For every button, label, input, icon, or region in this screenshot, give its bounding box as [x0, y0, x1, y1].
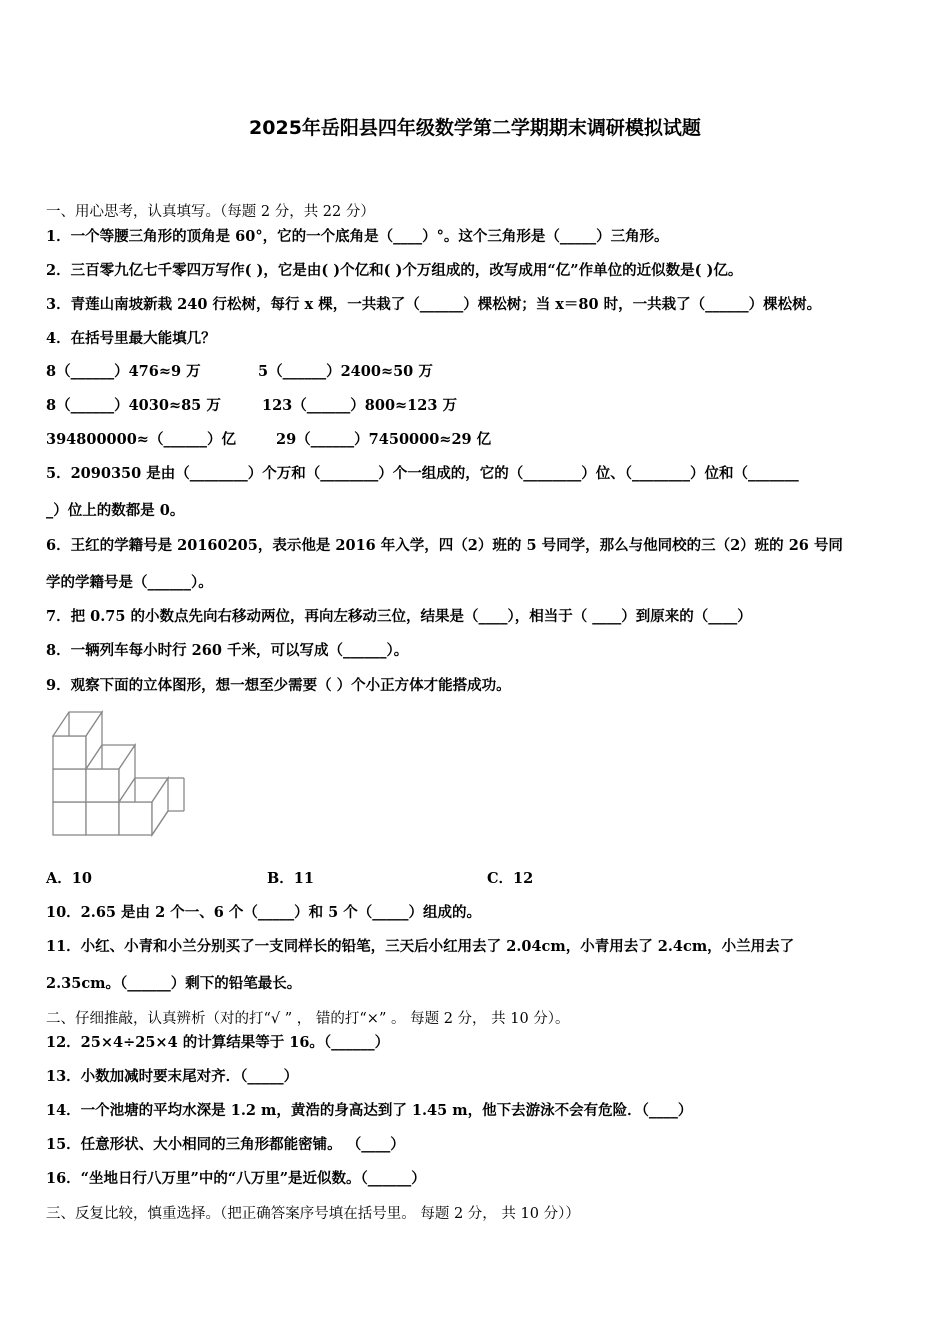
- question-5-continued: _）位上的数都是 0。: [46, 502, 185, 519]
- section-3-heading: 三、反复比较，慎重选择。（把正确答案序号填在括号里。 每题 2 分， 共 10 分））: [46, 1206, 580, 1222]
- option-c: C．12: [487, 870, 534, 887]
- option-a: A．10: [46, 870, 92, 887]
- question-14: 14．一个池塘的平均水深是 1.2 m，黄浩的身高达到了 1.45 m，他下去游泳不会有危险．（____）: [46, 1102, 693, 1119]
- question-15: 15．任意形状、大小相同的三角形都能密铺。 （____）: [46, 1136, 405, 1153]
- question-9: 9．观察下面的立体图形，想一想至少需要（ ）个小正方体才能搭成功。: [46, 677, 511, 694]
- section-2-heading: 二、仔细推敲，认真辨析（对的打“√ ” ， 错的打“×” 。 每题 2 分， 共 10 分）。: [46, 1011, 570, 1027]
- question-13: 13．小数加减时要末尾对齐．（_____）: [46, 1068, 299, 1085]
- question-4-item: 123（______）800≈123 万: [262, 397, 457, 414]
- question-4-item: 5（______）2400≈50 万: [258, 363, 433, 380]
- question-7: 7．把 0.75 的小数点先向右移动两位，再向左移动三位，结果是（____），相当于（ ____）到原来的（____）: [46, 608, 752, 625]
- question-6-continued: 学的学籍号是（______）。: [46, 574, 213, 591]
- question-4-item: 29（______）7450000≈29 亿: [276, 431, 492, 448]
- question-4-item: 8（______）4030≈85 万: [46, 397, 221, 414]
- question-2: 2．三百零九亿七千零四万写作( )，它是由( )个亿和( )个万组成的，改写成用“亿”作单位的近似数是( )亿。: [46, 262, 743, 279]
- question-4-item: 8（______）476≈9 万: [46, 363, 201, 380]
- question-3: 3．青莲山南坡新栽 240 行松树，每行 x 棵，一共栽了（______）棵松树；当 x＝80 时，一共栽了（______）棵松树。: [46, 296, 822, 313]
- page-title: 2025年岳阳县四年级数学第二学期期末调研模拟试题: [249, 117, 701, 139]
- option-b: B．11: [267, 870, 314, 887]
- section-1-heading: 一、用心思考，认真填写。（每题 2 分，共 22 分）: [46, 204, 375, 220]
- question-6: 6．王红的学籍号是 20160205，表示他是 2016 年入学，四（2）班的 5 号同学，那么与他同校的三（2）班的 26 号同: [46, 537, 843, 554]
- question-11-continued: 2.35cm。（______）剩下的铅笔最长。: [46, 975, 302, 992]
- question-8: 8．一辆列车每小时行 260 千米，可以写成（______）。: [46, 642, 409, 659]
- question-10: 10．2.65 是由 2 个一、6 个（_____）和 5 个（_____）组成的。: [46, 904, 482, 921]
- question-5: 5．2090350 是由（________）个万和（________）个一组成的，它的（________）位、（________）位和（_______: [46, 465, 799, 482]
- question-12: 12．25×4÷25×4 的计算结果等于 16。（______）: [46, 1034, 390, 1051]
- question-1: 1．一个等腰三角形的顶角是 60°，它的一个底角是（____）°。这个三角形是（_____）三角形。: [46, 228, 669, 245]
- cube-stack-figure: [49, 708, 189, 838]
- question-16: 16．“坐地日行八万里”中的“八万里”是近似数。（______）: [46, 1170, 426, 1187]
- question-4-item: 394800000≈（______）亿: [46, 431, 236, 448]
- question-4: 4．在括号里最大能填几？: [46, 330, 216, 347]
- question-11: 11．小红、小青和小兰分别买了一支同样长的铅笔，三天后小红用去了 2.04cm，小青用去了 2.4cm，小兰用去了: [46, 938, 795, 955]
